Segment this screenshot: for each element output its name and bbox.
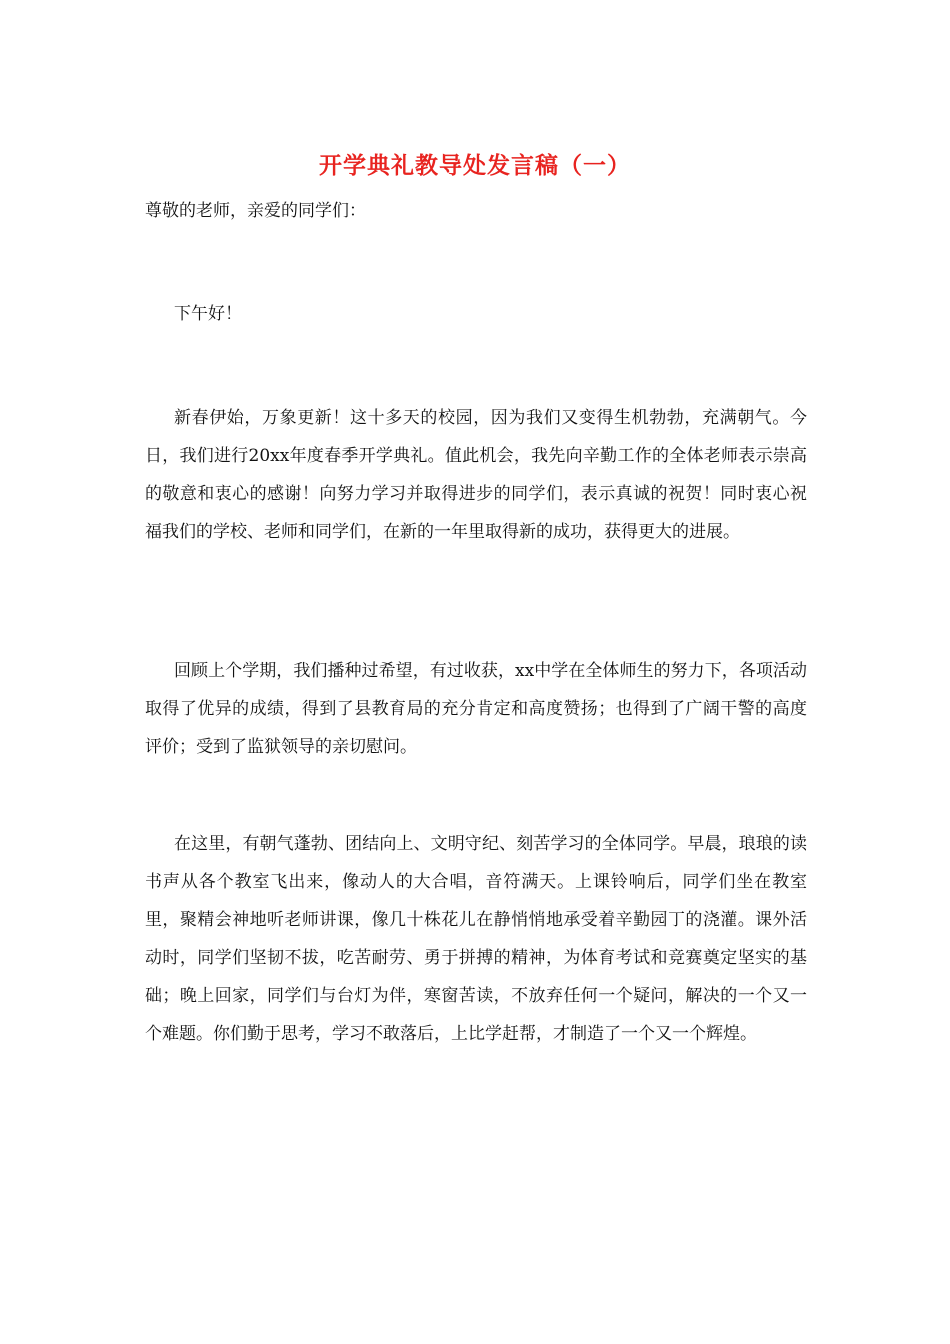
greeting-paragraph: 下午好！ bbox=[174, 304, 242, 324]
body-paragraph-1: 新春伊始，万象更新！这十多天的校园，因为我们又变得生机勃勃，充满朝气。今日，我们进行20xx年度春季开学典礼。值此机会，我先向辛勤工作的全体老师表示崇高的敬意和衷心的感谢！向努力学习并取得进步的同学们，表示真诚的祝贺！同时衷心祝福我们的学校、老师和同学们，在新的一年里取得新的成功，获得更大的进展。 bbox=[145, 408, 807, 542]
salutation: 尊敬的老师，亲爱的同学们： bbox=[145, 201, 366, 221]
document-title: 开学典礼教导处发言稿（一） bbox=[319, 152, 631, 179]
body-paragraph-2: 回顾上个学期，我们播种过希望，有过收获，xx中学在全体师生的努力下，各项活动取得了优异的成绩，得到了县教育局的充分肯定和高度赞扬；也得到了广阔干警的高度评价；受到了监狱领导的亲切慰问。 bbox=[145, 661, 807, 757]
body-paragraph-3: 在这里，有朝气蓬勃、团结向上、文明守纪、刻苦学习的全体同学。早晨，琅琅的读书声从各个教室飞出来，像动人的大合唱，音符满天。上课铃响后，同学们坐在教室里，聚精会神地听老师讲课，像几十株花儿在静悄悄地承受着辛勤园丁的浇灌。课外活动时，同学们坚韧不拔，吃苦耐劳、勇于拼搏的精神，为体育考试和竞赛奠定坚实的基础；晚上回家，同学们与台灯为伴，寒窗苦读，不放弃任何一个疑问，解决的一个又一个难题。你们勤于思考，学习不敢落后，上比学赶帮，才制造了一个又一个辉煌。 bbox=[145, 834, 807, 1044]
